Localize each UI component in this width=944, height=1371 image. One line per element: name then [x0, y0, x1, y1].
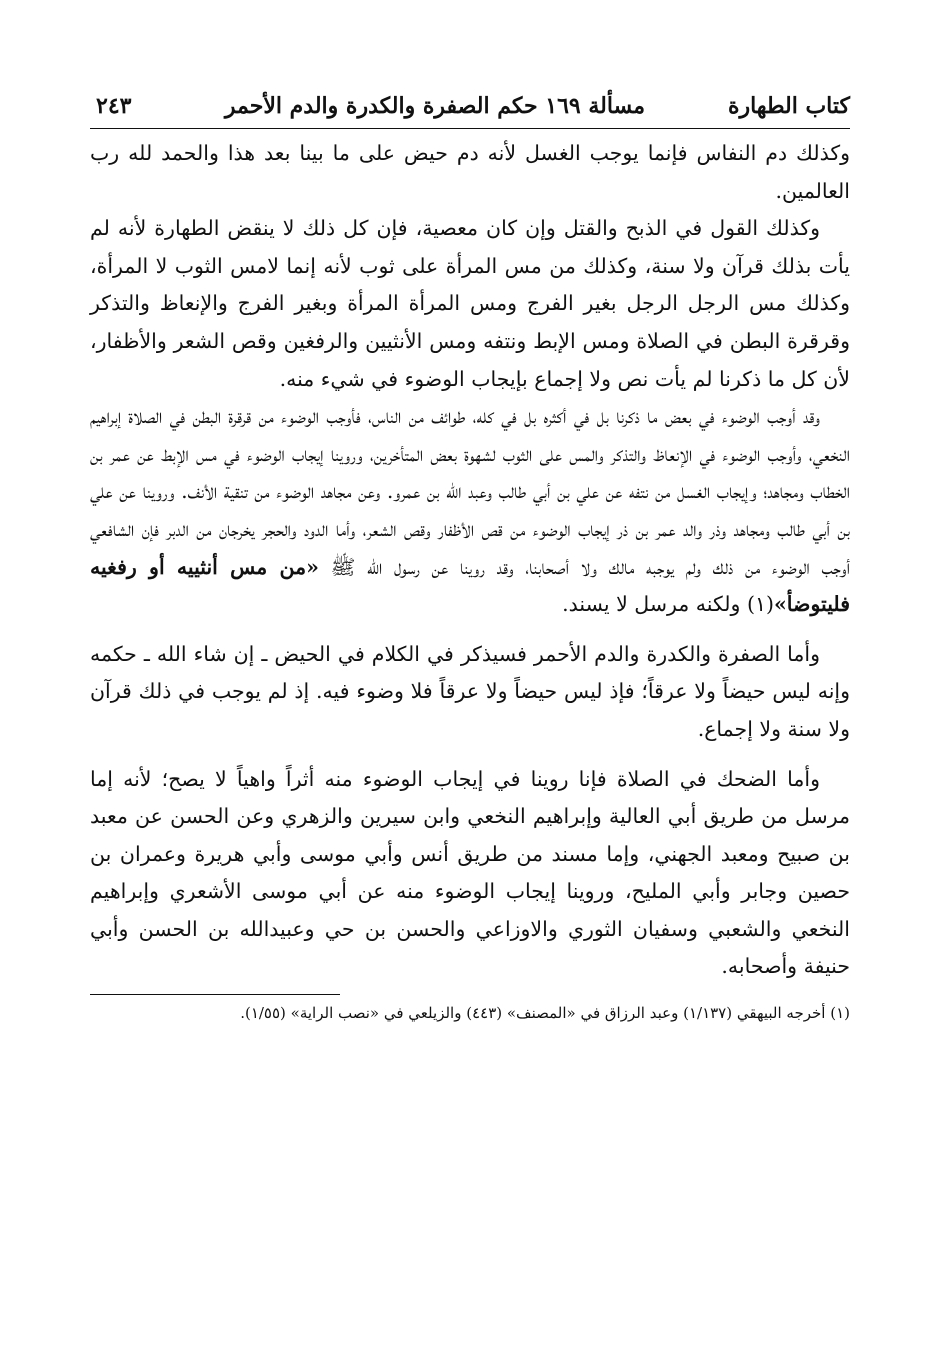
- page-number: ٢٤٣: [96, 93, 132, 119]
- main-text: [90, 135, 850, 986]
- paragraph-wudu-opinions: [90, 398, 850, 624]
- running-header: [90, 86, 850, 126]
- footnote-rule: [90, 994, 340, 995]
- paragraph-wudu-not-required: وكذلك القول في الذبح والقتل وإن كان معصية، فإن كل ذلك لا ينقض الطهارة لأنه لم يأت بذلك قرآن ولا سنة، وكذلك من مس المرأة على ثوب لأنه إنما لامس الثوب لا المرأة، وكذلك مس الرجل الرجل بغير الفرج ومس المرأة المرأة وبغير الفرج والإنعاظ والتذكر وقرقرة البطن في الصلاة ومس الإبط ونتفه ومس الأنثيين والرفغين وقص الشعر والأظفار، لأن كل ما ذكرنا لم يأت نص ولا إجماع بإيجاب الوضوء في شيء منه.: [90, 216, 850, 391]
- paragraph-wudu-opinions-text: وقد أوجب الوضوء في بعض ما ذكرنا بل في أكثره بل في كله، طوائف من الناس، فأوجب الوضوء من قرقرة البطن في الصلاة إبراهيم النخعي، وأوجب الوضوء في الإنعاظ والتذكر والمس على الثوب لشهوة بعض المتأخرين، وروينا إيجاب الوضوء في مس الإبط عن عمر بن الخطاب ومجاهد؛ وإيجاب الغسل من نتفه عن علي بن أبي طالب وعبد الله بن عمرو. وعن مجاهد الوضوء من تنقية الأنف. وروينا عن علي بن أبي طالب ومجاهد وذر والد عمر بن ذر إيجاب الوضوء من قص الأظفار وقص الشعر، وأما الدود والحجر يخرجان من الدبر فإن الشافعي أوجب الوضوء من ذلك ولم يوجبه مالك ولا أصحابنا، وقد روينا عن رسول الله ﷺ: [90, 404, 850, 579]
- paragraph-nifas: وكذلك دم النفاس فإنما يوجب الغسل لأنه دم حيض على ما بينا بعد هذا والحمد لله رب العالمين.: [90, 141, 850, 203]
- hadith-quote: «من مس أنثييه أو رفغيه فليتوضأ»: [90, 554, 850, 617]
- footnote: (١) أخرجه البيهقي (١/١٣٧) وعبد الرزاق في «المصنف» (٤٤٣) والزيلعي في «نصب الراية» (١/٥٥).: [240, 1004, 850, 1023]
- paragraph-laughter: وأما الضحك في الصلاة فإنا روينا في إيجاب الوضوء منه أثراً واهياً لا يصح؛ لأنه إما مرسل من طريق أبي العالية وإبراهيم النخعي وابن سيرين والزهري وعن الحسن عن معبد بن صبيح ومعبد الجهني، وإما مسند من طريق أنس وأبي موسى وأبي هريرة وعمران بن حصين وجابر وأبي المليح، وروينا إيجاب الوضوء منه عن أبي موسى الأشعري وإبراهيم النخعي والشعبي وسفيان الثوري والاوزاعي والحسن بن حي وعبيدالله بن الحسن وأبي حنيفة وأصحابه.: [90, 766, 850, 979]
- issue-title: مسألة ١٦٩ حكم الصفرة والكدرة والدم الأحمر: [224, 93, 645, 119]
- paragraph-sufra-kudra: وأما الصفرة والكدرة والدم الأحمر فسيذكر في الكلام في الحيض ـ إن شاء الله ـ حكمه وإنه ليس حيضاً ولا عرقاً؛ فإذ ليس حيضاً ولا عرقاً فلا وضوء فيه. إذ لم يوجب في ذلك قرآن ولا سنة ولا إجماع.: [90, 641, 850, 741]
- book-page: [90, 86, 850, 1025]
- paragraph-wudu-opinions-after: (١) ولكنه مرسل لا يسند.: [562, 592, 774, 617]
- book-title: كتاب الطهارة: [727, 93, 850, 119]
- header-rule: [90, 128, 850, 129]
